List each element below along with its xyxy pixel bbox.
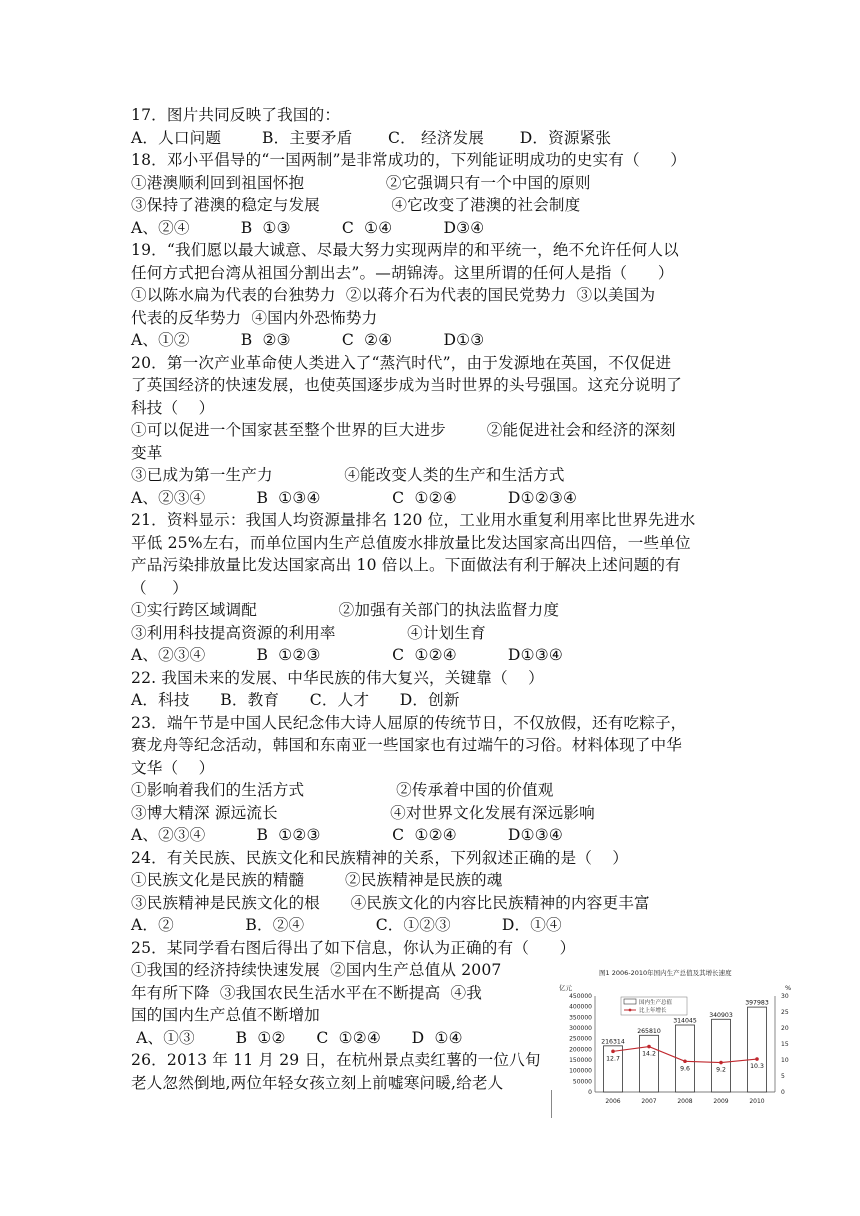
text-line: A、②③④ B ①③④ C ①②④ D①②③④ [131, 489, 578, 507]
text-line: ③保持了港澳的稳定与发展 ④它改变了港澳的社会制度 [131, 196, 581, 214]
left-axis-unit: 亿元 [559, 984, 572, 992]
growth-point [611, 1050, 615, 1054]
text-line: ①我国的经济持续快速发展 ②国内生产总值从 2007 [131, 961, 502, 979]
text-line: ①以陈水扁为代表的台独势力 ②以蒋介石为代表的国民党势力 ③以美国为 [131, 286, 656, 304]
right-tick-label: 30 [781, 993, 789, 1000]
text-line: 24．有关民族、民族文化和民族精神的关系，下列叙述正确的是（ ） [131, 849, 629, 867]
x-tick-label: 2009 [713, 1098, 729, 1105]
growth-point [647, 1045, 651, 1049]
text-line: 任何方式把台湾从祖国分割出去”。—胡锦涛。这里所谓的任何人是指（ ） [131, 264, 674, 282]
text-line: 赛龙舟等纪念活动，韩国和东南亚一些国家也有过端午的习俗。材料体现了中华 [131, 736, 683, 754]
text-line: A．人口问题 B．主要矛盾 C． 经济发展 D．资源紧张 [131, 129, 612, 147]
right-tick-label: 15 [781, 1041, 789, 1048]
gdp-bar [712, 1019, 731, 1092]
text-line: 变革 [131, 444, 163, 462]
gdp-bar [748, 1007, 767, 1092]
text-line: 老人忽然倒地,两位年轻女孩立刻上前嘘寒问暖,给老人 [131, 1074, 504, 1092]
right-tick-label: 25 [781, 1009, 789, 1016]
text-line: （ ） [131, 579, 189, 597]
text-line: ③利用科技提高资源的利用率 ④计划生育 [131, 624, 486, 642]
growth-point [719, 1061, 723, 1065]
text-line: 科技（ ） [131, 399, 215, 417]
text-line: ①可以促进一个国家甚至整个世界的巨大进步 ②能促进社会和经济的深刻 [131, 421, 676, 439]
gdp-bar-value: 340903 [709, 1011, 733, 1019]
right-axis-unit: % [785, 984, 792, 992]
left-tick-label: 300000 [569, 1025, 592, 1032]
text-line: 19．“我们愿以最大诚意、尽最大努力实现两岸的和平统一，绝不允许任何人以 [131, 241, 679, 259]
growth-point [755, 1057, 759, 1061]
legend-bar-swatch [624, 999, 636, 1004]
legend-line-label: 比上年增长 [639, 1008, 667, 1014]
left-tick-label: 400000 [569, 1003, 592, 1011]
text-line: ①港澳顺利回到祖国怀抱 ②它强调只有一个中国的原则 [131, 174, 591, 192]
growth-value-label: 9.6 [680, 1065, 690, 1073]
left-tick-label: 250000 [569, 1035, 592, 1043]
gdp-bar-value: 314045 [673, 1017, 697, 1025]
growth-value-label: 10.3 [750, 1063, 764, 1071]
growth-point [683, 1059, 687, 1063]
gdp-bar-value: 265810 [637, 1027, 661, 1035]
left-tick-label: 350000 [569, 1014, 592, 1022]
right-tick-label: 0 [781, 1089, 785, 1096]
text-line: 26．2013 年 11 月 29 日，在杭州景点卖红薯的一位八旬 [131, 1051, 541, 1069]
left-tick-label: 150000 [569, 1057, 592, 1064]
text-line: 21．资料显示：我国人均资源量排名 120 位，工业用水重复利用率比世界先进水 [131, 511, 696, 529]
text-line: 17．图片共同反映了我国的： [131, 106, 341, 124]
text-line: A．科技 B．教育 C．人才 D．创新 [131, 691, 460, 709]
legend-line-marker [629, 1009, 632, 1012]
x-tick-label: 2007 [641, 1098, 657, 1105]
growth-value-label: 14.2 [642, 1050, 656, 1058]
left-tick-label: 450000 [569, 993, 592, 1000]
text-line: 18．邓小平倡导的“一国两制”是非常成功的，下列能证明成功的史实有（ ） [131, 151, 687, 169]
text-line: ③民族精神是民族文化的根 ④民族文化的内容比民族精神的内容更丰富 [131, 894, 650, 912]
text-line: ③已成为第一生产力 ④能改变人类的生产和生活方式 [131, 466, 565, 484]
gdp-chart [553, 962, 805, 1120]
gdp-chart-svg [553, 962, 805, 1120]
text-line: ①民族文化是民族的精髓 ②民族精神是民族的魂 [131, 871, 503, 889]
text-line: ①实行跨区域调配 ②加强有关部门的执法监督力度 [131, 601, 560, 619]
gdp-bar-value: 397983 [745, 999, 769, 1007]
growth-value-label: 9.2 [716, 1066, 726, 1074]
right-tick-label: 20 [781, 1025, 789, 1032]
text-line: 23．端午节是中国人民纪念伟大诗人屈原的传统节日，不仅放假，还有吃粽子， [131, 714, 687, 732]
text-line: 年有所下降 ③我国农民生活水平在不断提高 ④我 [131, 984, 483, 1002]
text-line: ①影响着我们的生活方式 ②传承着中国的价值观 [131, 781, 554, 799]
left-tick-label: 100000 [569, 1067, 592, 1075]
text-line: 20．第一次产业革命使人类进入了“蒸汽时代”，由于发源地在英国，不仅促进 [131, 354, 672, 372]
text-line: A、②③④ B ①②③ C ①②④ D①③④ [131, 646, 563, 664]
text-line: A、②④ B ①③ C ①④ D③④ [131, 219, 485, 237]
text-line: A．② B．②④ C．①②③ D．①④ [131, 916, 562, 934]
x-tick-label: 2008 [677, 1098, 693, 1105]
right-tick-label: 10 [781, 1057, 789, 1064]
text-line: 22. 我国未来的发展、中华民族的伟大复兴，关键靠（ ） [131, 669, 544, 687]
text-line: A、①② B ②③ C ②④ D①③ [131, 331, 485, 349]
gdp-bar [640, 1035, 659, 1092]
legend-bar-label: 国内生产总值 [639, 1000, 673, 1006]
left-tick-label: 200000 [569, 1046, 592, 1054]
x-tick-label: 2010 [749, 1098, 765, 1105]
text-line: 文华（ ） [131, 759, 215, 777]
text-line: 平低 25%左右，而单位国内生产总值废水排放量比发达国家高出四倍，一些单位 [131, 534, 691, 552]
gdp-bar-value: 216314 [601, 1038, 625, 1046]
x-tick-label: 2006 [605, 1098, 621, 1105]
text-line: 了英国经济的快速发展，也使英国逐步成为当时世界的头号强国。这充分说明了 [131, 376, 683, 394]
left-tick-label: 50000 [572, 1078, 592, 1086]
text-line: 25．某同学看右图后得出了如下信息，你认为正确的有（ ） [131, 939, 576, 957]
left-tick-label: 0 [588, 1089, 592, 1096]
text-line: 代表的反华势力 ④国内外恐怖势力 [131, 309, 378, 327]
text-line: 产品污染排放量比发达国家高出 10 倍以上。下面做法有利于解决上述问题的有 [131, 556, 681, 574]
text-line: A、①③ B ①② C ①②④ D ①④ [131, 1029, 463, 1047]
text-line: ③博大精深 源远流长 ④对世界文化发展有深远影响 [131, 804, 595, 822]
chart-title: 图1 2006-2010年国内生产总值及其增长速度 [599, 969, 732, 977]
right-tick-label: 5 [781, 1073, 785, 1080]
text-line: 国的国内生产总值不断增加 [131, 1006, 320, 1024]
growth-value-label: 12.7 [606, 1055, 620, 1063]
text-line: A、②③④ B ①②③ C ①②④ D①③④ [131, 826, 563, 844]
column-divider [551, 1090, 552, 1118]
